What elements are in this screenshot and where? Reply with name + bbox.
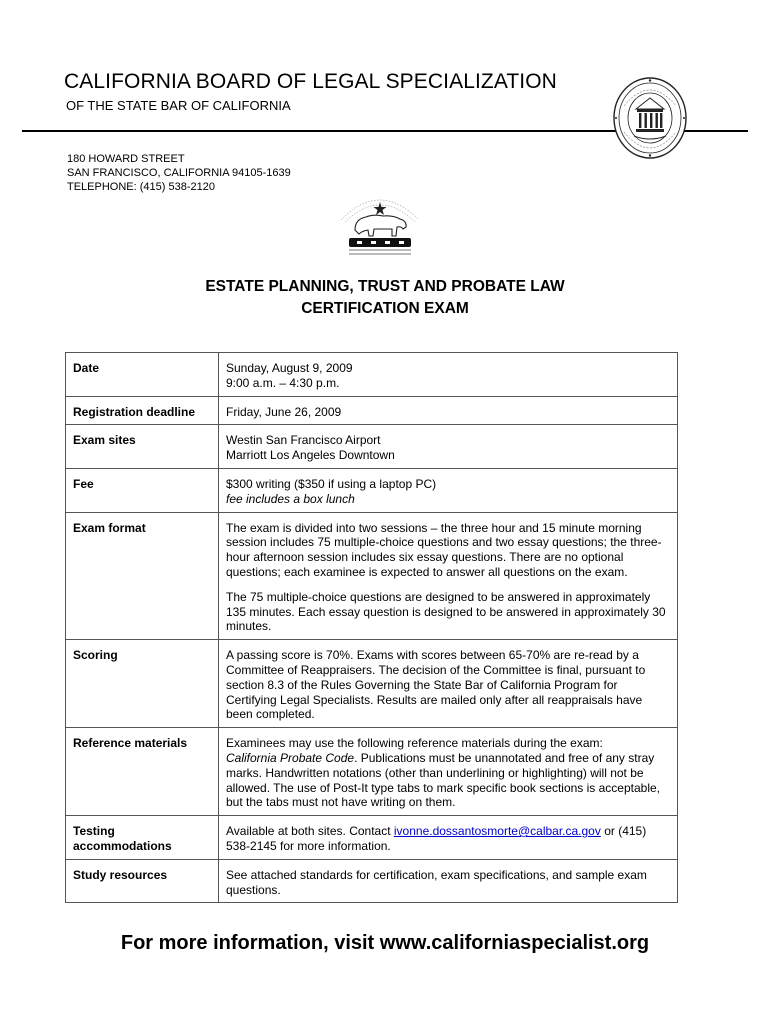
fee-note: fee includes a box lunch	[226, 491, 355, 506]
row-label: Study resources	[66, 859, 219, 903]
board-title: CALIFORNIA BOARD OF LEGAL SPECIALIZATION	[64, 70, 557, 93]
reference-rules: . Publications must be unannotated and free of any stray marks. Handwritten notations (other than underlining or highlighting) will not be allowed. The use of Post-It type tabs to mark specific book sections is acceptable, but the tabs must not have writing on them.	[226, 750, 660, 810]
row-label-line: accommodations	[73, 838, 172, 853]
accommodations-text: Available at both sites. Contact	[226, 824, 394, 839]
exam-site: Westin San Francisco Airport	[226, 433, 381, 448]
table-row	[66, 425, 678, 469]
date-line: Sunday, August 9, 2009	[226, 361, 353, 375]
accommodations-text: or (415) 538-2145 for more information.	[226, 824, 647, 853]
exam-site: Marriott Los Angeles Downtown	[226, 448, 395, 463]
row-label-line: Testing	[73, 824, 115, 839]
row-label: Scoring	[66, 640, 219, 728]
state-bar-seal-icon	[612, 76, 688, 160]
address-street: 180 HOWARD STREET	[67, 153, 185, 165]
exam-title-line1: ESTATE PLANNING, TRUST AND PROBATE LAW	[205, 278, 565, 295]
reference-intro: Examinees may use the following reference materials during the exam:	[226, 736, 603, 751]
fee-amount: $300 writing ($350 if using a laptop PC)	[226, 476, 437, 491]
row-value	[219, 816, 678, 860]
address-block	[67, 152, 291, 194]
row-value	[219, 353, 678, 397]
table-row	[66, 816, 678, 860]
cbls-logo-icon	[335, 186, 425, 258]
row-value	[219, 425, 678, 469]
row-value: See attached standards for certification, exam specifications, and sample exam questions.	[219, 859, 678, 903]
table-row	[66, 353, 678, 397]
row-label: Fee	[66, 468, 219, 512]
time-line: 9:00 a.m. – 4:30 p.m.	[226, 375, 340, 390]
exam-format-paragraph: The 75 multiple-choice questions are designed to be answered in approximately 135 minutes. Each essay question is designed to be answered in approximately 30 minutes.	[226, 589, 666, 634]
row-label: Date	[66, 353, 219, 397]
address-telephone: TELEPHONE: (415) 538-2120	[67, 181, 215, 193]
row-label: Exam sites	[66, 425, 219, 469]
table-row	[66, 396, 678, 425]
row-value: Friday, June 26, 2009	[219, 396, 678, 425]
row-value	[219, 728, 678, 816]
row-label: Reference materials	[66, 728, 219, 816]
exam-format-paragraph: The exam is divided into two sessions – the three hour and 15 minute morning session includes 75 multiple-choice questions and two essay questions; the three-hour afternoon session includes six essay questions. There are no optional questions; each examinee is expected to answer all questions on the exam.	[226, 520, 662, 579]
table-row	[66, 512, 678, 640]
table-row	[66, 859, 678, 903]
table-row	[66, 728, 678, 816]
exam-info-table	[65, 352, 678, 903]
row-label: Exam format	[66, 512, 219, 640]
table-row	[66, 640, 678, 728]
row-value	[219, 512, 678, 640]
exam-title	[0, 276, 770, 320]
row-value	[219, 468, 678, 512]
footer-website-note: For more information, visit www.californiaspecialist.org	[120, 932, 650, 954]
row-label	[66, 816, 219, 860]
contact-email-link[interactable]: ivonne.dossantosmorte@calbar.ca.gov	[393, 824, 601, 839]
table-row	[66, 468, 678, 512]
board-subtitle: OF THE STATE BAR OF CALIFORNIA	[66, 98, 291, 113]
exam-title-line2: CERTIFICATION EXAM	[301, 300, 469, 317]
probate-code-title: California Probate Code	[226, 750, 355, 765]
address-city: SAN FRANCISCO, CALIFORNIA 94105-1639	[67, 167, 291, 179]
row-value: A passing score is 70%. Exams with scores between 65-70% are re-read by a Committee of Reappraisers. The decision of the Committee is final, pursuant to section 8.3 of the Rules Governing the State Bar of California Program for Certifying Legal Specialists. Results are mailed only after all reappraisals have been completed.	[219, 640, 678, 728]
row-label: Registration deadline	[66, 396, 219, 425]
